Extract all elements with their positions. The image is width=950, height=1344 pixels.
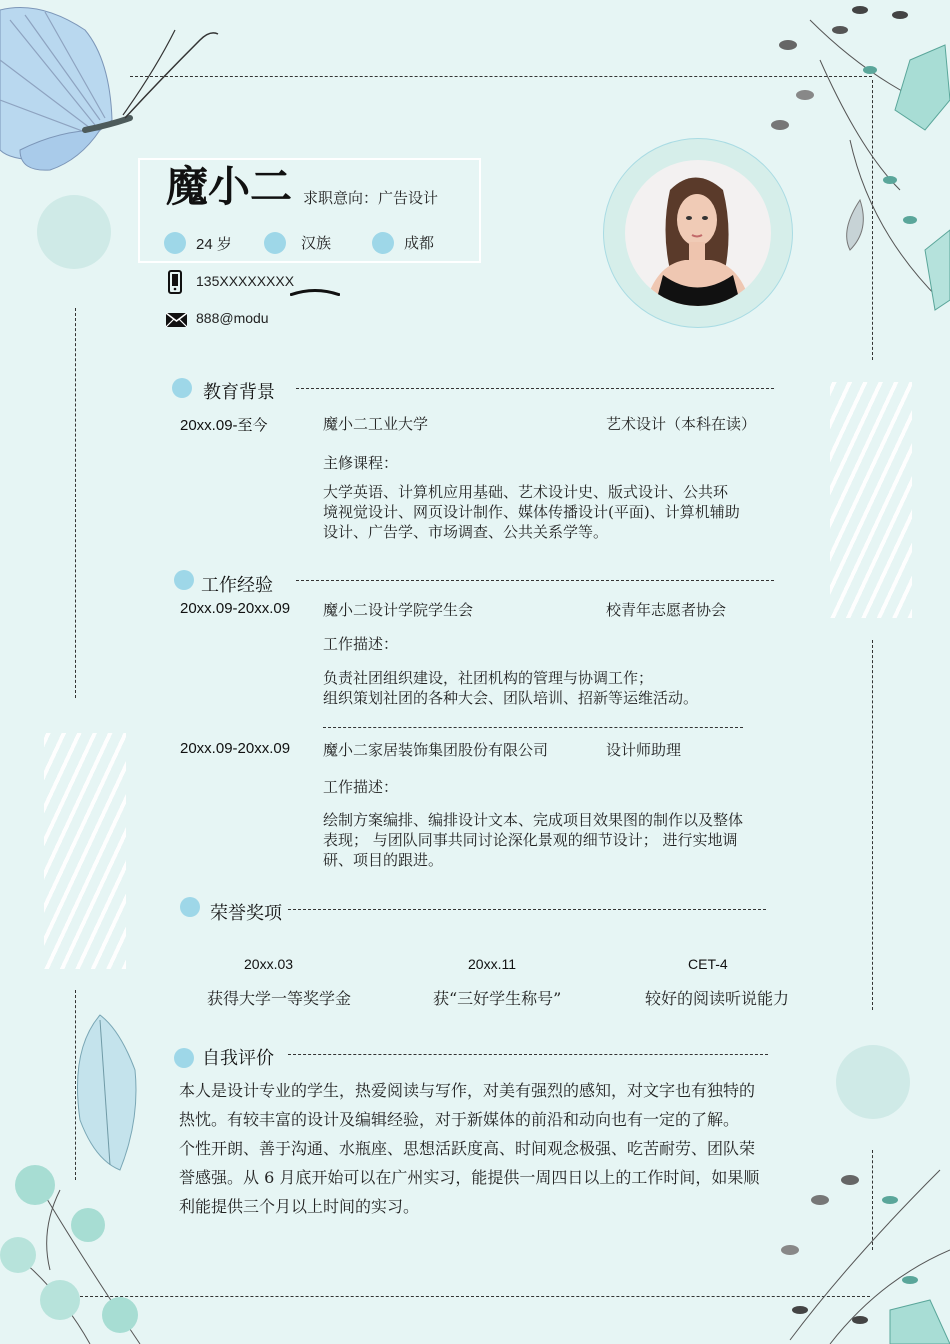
honor-date: 20xx.03	[244, 956, 294, 972]
info-city: 成都	[404, 234, 435, 252]
honor-date: 20xx.11	[468, 956, 516, 972]
work-title: 工作经验	[201, 575, 273, 596]
education-school: 魔小二工业大学	[323, 415, 429, 433]
self-eval-line: 热忱。有较丰富的设计及编辑经验，对于新媒体的前沿和动向也有一定的了解。	[179, 1110, 740, 1129]
honors-divider	[288, 909, 766, 910]
self-eval-title: 自我评价	[202, 1048, 274, 1069]
self-eval-line: 利能提供三个月以上时间的实习。	[179, 1197, 420, 1216]
butterfly-decoration	[0, 0, 225, 175]
honor-date: CET-4	[688, 956, 728, 972]
honors-title: 荣誉奖项	[210, 903, 282, 924]
section-dot	[174, 570, 194, 590]
flower-decoration-bottom	[770, 1160, 950, 1344]
candidate-name: 魔小二	[166, 162, 293, 211]
work-role: 校青年志愿者协会	[606, 601, 727, 619]
section-dot	[174, 1048, 194, 1068]
honor-text: 获得大学一等奖学金	[207, 989, 352, 1008]
self-eval-line: 本人是设计专业的学生，热爱阅读与写作，对美有强烈的感知，对文字也有独特的	[179, 1081, 756, 1100]
phone-icon	[167, 270, 183, 294]
info-age: 24 岁	[196, 236, 232, 253]
section-dot	[172, 378, 192, 398]
info-ethnicity: 汉族	[301, 234, 332, 252]
work-date: 20xx.09-20xx.09	[180, 600, 291, 617]
info-dot	[372, 232, 394, 254]
decor-stripes-left	[44, 733, 126, 969]
work-role: 设计师助理	[606, 741, 682, 759]
email-address: 888@modu	[196, 310, 269, 326]
mail-icon	[166, 313, 187, 327]
courses-label: 主修课程：	[323, 454, 399, 472]
honor-text: 获“三好学生称号”	[433, 989, 562, 1008]
education-title: 教育背景	[203, 382, 275, 403]
work-desc-line: 负责社团组织建设，社团机构的管理与协调工作；	[323, 669, 654, 687]
frame-right-line-middle	[872, 640, 873, 1010]
leaf-decoration-left	[0, 1010, 170, 1344]
honor-text: 较好的阅读听说能力	[645, 989, 790, 1008]
info-dot	[164, 232, 186, 254]
work-org: 魔小二家居装饰集团股份有限公司	[323, 741, 549, 759]
phone-number: 135XXXXXXXX	[196, 273, 295, 289]
work-desc-line: 组织策划社团的各种大会、团队培训、招新等运维活动。	[323, 689, 699, 707]
decor-stripes-right	[830, 382, 912, 618]
frame-left-line-top	[75, 308, 76, 698]
work-item-divider	[323, 727, 743, 728]
work-desc-line: 研、项目的跟进。	[323, 851, 444, 869]
self-eval-divider	[288, 1054, 768, 1055]
education-major: 艺术设计（本科在读）	[606, 415, 757, 433]
work-desc-line: 表现； 与团队同事共同讨论深化景观的细节设计； 进行实地调	[323, 831, 738, 849]
self-eval-line: 誉感强。从 6 月底开始可以在广州实习，能提供一周四日以上的工作时间，如果顺	[179, 1168, 760, 1187]
self-eval-line: 个性开朗、善于沟通、水瓶座、思想活跃度高、时间观念极强、吃苦耐劳、团队荣	[179, 1139, 756, 1158]
courses-line: 大学英语、计算机应用基础、艺术设计史、版式设计、公共环	[323, 483, 729, 501]
work-desc-label: 工作描述：	[323, 635, 399, 653]
phone-underline-decoration	[290, 288, 340, 296]
courses-line: 设计、广告学、市场调查、公共关系学等。	[323, 523, 609, 541]
work-desc-line: 绘制方案编排、编排设计文本、完成项目效果图的制作以及整体	[323, 811, 744, 829]
section-dot	[180, 897, 200, 917]
education-divider	[296, 388, 774, 389]
work-divider	[296, 580, 774, 581]
info-dot	[264, 232, 286, 254]
job-intent: 求职意向：广告设计	[303, 189, 439, 207]
decor-circle-right	[836, 1045, 910, 1119]
education-date: 20xx.09-至今	[180, 417, 268, 434]
decor-circle-left	[37, 195, 111, 269]
courses-line: 境视觉设计、网页设计制作、媒体传播设计(平面)、计算机辅助	[323, 503, 740, 521]
work-desc-label: 工作描述：	[323, 778, 399, 796]
profile-photo	[625, 160, 771, 306]
work-date: 20xx.09-20xx.09	[180, 740, 291, 757]
frame-bottom-line	[80, 1296, 870, 1297]
work-org: 魔小二设计学院学生会	[323, 601, 474, 619]
